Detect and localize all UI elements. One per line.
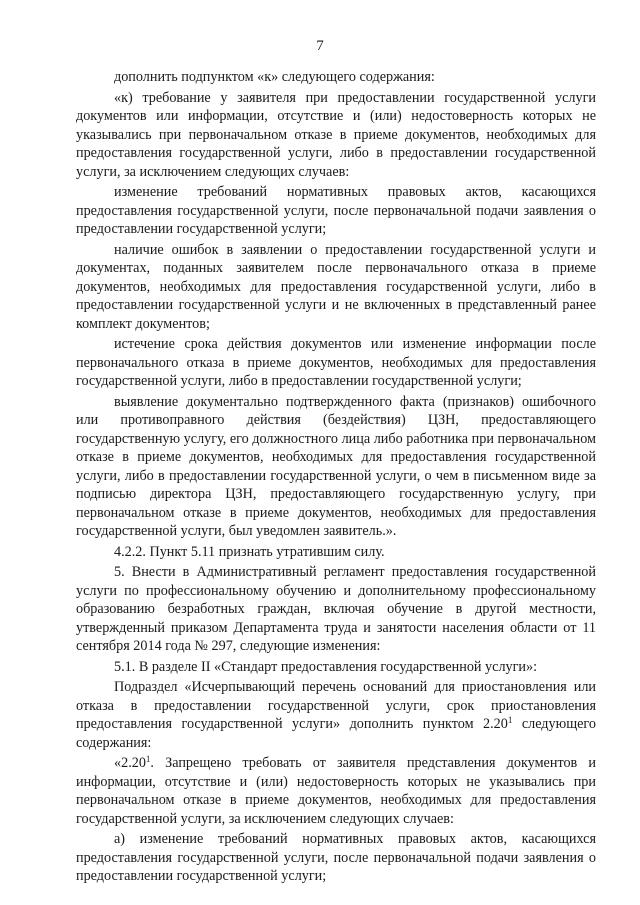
superscript: 1 bbox=[145, 754, 151, 764]
paragraph-text: «2.20 bbox=[114, 755, 146, 771]
paragraph: 5. Внести в Административный регламент предоставления государственной услуги по профессиональному обучению и дополнительному профессиональному образованию безработных граждан, включая обучение в другой местности, утвержденный приказом Департамента труда и занятости населения области от 11 сентября 2014 года № 297, следующие изменения: bbox=[76, 564, 596, 654]
document-body bbox=[76, 68, 596, 886]
page-number: 7 bbox=[316, 38, 324, 54]
paragraph: изменение требований нормативных правовых актов, касающихся предоставления государственной услуги, после первоначальной подачи заявления о предоставлении государственной услуги; bbox=[76, 184, 596, 237]
paragraph-text: . Запрещено требовать от заявителя представления документов и информации, отсутствие и (или) недостоверность которых не указывались при первоначальном отказе в приеме документов, необходимых для предоставления государственной услуги, за исключением следующих случаев: bbox=[76, 755, 596, 827]
paragraph: а) изменение требований нормативных правовых актов, касающихся предоставления государственной услуги, после первоначальной подачи заявления о предоставлении государственной услуги; bbox=[76, 831, 596, 884]
paragraph: истечение срока действия документов или изменение информации после первоначального отказа в приеме документов, необходимых для предоставления государственной услуги, либо в предоставлении государственной услуги; bbox=[76, 336, 596, 389]
paragraph: выявление документально подтвержденного факта (признаков) ошибочного или противоправного действия (бездействия) ЦЗН, предоставляющего государственную услугу, его должностного лица либо работника при первоначальном отказе в приеме документов, необходимых для предоставления государственной услуги, либо в предоставлении государственной услуги, о чем в письменном виде за подписью директора ЦЗН, предоставляющего государственную услугу, при первоначальном отказе в приеме документов, необходимых для предоставления государственной услуги, был уведомлен заявитель.». bbox=[76, 393, 596, 539]
superscript: 1 bbox=[507, 715, 513, 725]
paragraph: дополнить подпунктом «к» следующего содержания: bbox=[114, 69, 435, 85]
paragraph: наличие ошибок в заявлении о предоставлении государственной услуги и документах, поданных заявителем после первоначального отказа в приеме документов, необходимых для предоставления государственной услуги, либо в предоставлении государственной услуги и не включенных в представленный ранее комплект документов; bbox=[76, 241, 596, 332]
paragraph-text: Подраздел «Исчерпывающий перечень оснований для приостановления или отказа в предоставлении государственной услуги, срок приостановления предоставления государственной услуги» дополнить пунктом 2.20 bbox=[76, 679, 596, 732]
paragraph bbox=[76, 678, 596, 752]
paragraph: «к) требование у заявителя при предоставлении государственной услуги документов или информации, отсутствие и (или) недостоверность которых не указывались при первоначальном отказе в приеме документов, необходимых для предоставления государственной услуги, либо в предоставлении государственной услуги, за исключением следующих случаев: bbox=[76, 89, 596, 180]
paragraph: 5.1. В разделе II «Стандарт предоставления государственной услуги»: bbox=[114, 658, 538, 675]
paragraph bbox=[76, 754, 596, 828]
paragraph-text: следующего содержания: bbox=[76, 716, 596, 751]
paragraph: 4.2.2. Пункт 5.11 признать утратившим силу. bbox=[114, 543, 385, 560]
